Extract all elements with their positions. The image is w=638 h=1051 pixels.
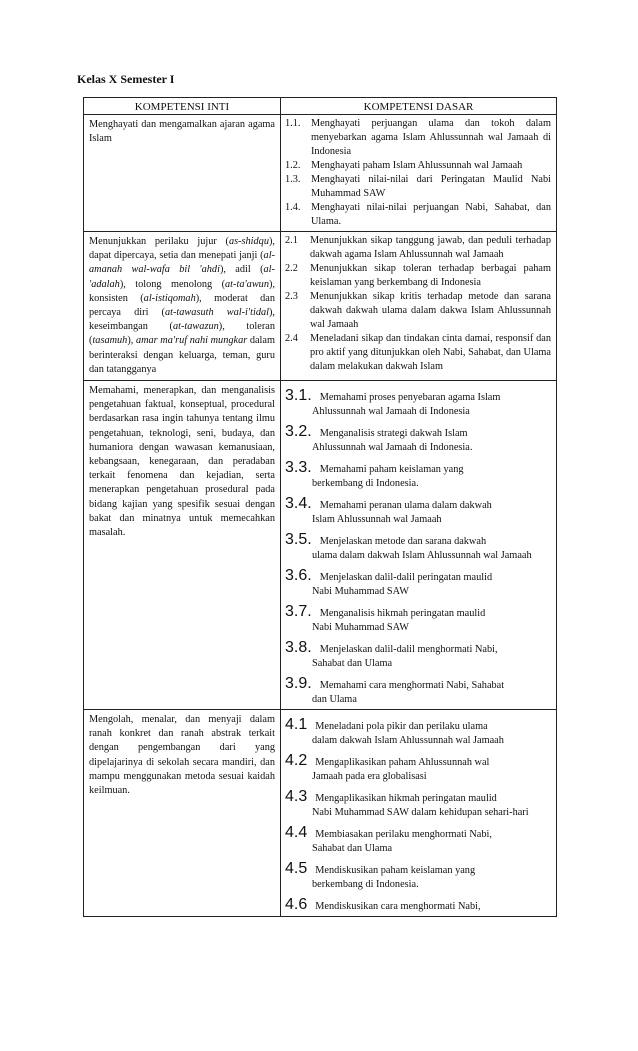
- kd-text-continued: Ahlussunnah wal Jamaah di Indonesia: [312, 406, 470, 418]
- kd-item: [285, 788, 551, 820]
- kd-text: Menjelaskan dalil-dalil peringatan maulid: [319, 572, 493, 584]
- kd-number: 4.2: [285, 752, 308, 770]
- kd-cell: [281, 232, 557, 381]
- kd-text: Meneladani pola pikir dan perilaku ulama: [315, 721, 488, 733]
- kd-text-continued: Ahlussunnah wal Jamaah di Indonesia.: [312, 442, 473, 454]
- kd-text: Menunjukkan sikap kritis terhadap metode dan sarana dakwah dakwah ulama dalam dakwa Islam Ahlussunnah wal Jamaah: [310, 291, 551, 330]
- table-row: [84, 115, 557, 232]
- kd-text: Menunjukkan sikap tanggung jawab, dan peduli terhadap dakwah agama Islam Ahlussunnah wal Jamaah: [310, 235, 551, 260]
- kd-text: Menghayati paham Islam Ahlussunnah wal Jamaah: [311, 160, 523, 171]
- kd-item: [285, 675, 551, 707]
- kd-item: [285, 567, 551, 599]
- header-kompetensi-dasar: KOMPETENSI DASAR: [281, 98, 557, 115]
- ki-text: ), konsisten (: [89, 278, 275, 304]
- kd-text-continued: Jamaah pada era globalisasi: [312, 771, 427, 783]
- ki-cell: Mengolah, menalar, dan menyaji dalam ranah konkret dan ranah abstrak terkait dengan pengembangan dari yang dipelajarinya di sekolah secara mandiri, dan mampu menggunakan metoda sesuai kaidah keilmuan.: [84, 710, 281, 917]
- kd-item: [285, 860, 551, 892]
- ki-text: ),: [127, 335, 136, 347]
- ki-cell: Menghayati dan mengamalkan ajaran agama Islam: [84, 115, 281, 232]
- kd-cell: [281, 710, 557, 917]
- kd-item: [285, 290, 551, 332]
- kd-number: 3.5.: [285, 531, 312, 549]
- kd-item: [285, 173, 551, 201]
- kd-number: 4.5: [285, 860, 308, 878]
- kd-item: [285, 159, 551, 173]
- kd-cell: [281, 381, 557, 710]
- kd-text-continued: ulama dalam dakwah Islam Ahlussunnah wal Jamaah: [312, 550, 532, 562]
- kd-text: Mendiskusikan paham keislaman yang: [315, 865, 476, 877]
- ki-text: Menunjukkan perilaku jujur (: [89, 236, 229, 247]
- kd-text-continued: Sahabat dan Ulama: [312, 843, 393, 855]
- kd-item: [285, 117, 551, 159]
- kd-number: 3.3.: [285, 459, 312, 477]
- kd-item: [285, 234, 551, 262]
- kd-number: 3.7.: [285, 603, 312, 621]
- ki-text: ), adil (: [219, 264, 264, 276]
- kd-text: Menunjukkan sikap toleran terhadap berbagai paham keislaman yang berkembang di Indonesia: [310, 263, 551, 288]
- kd-text-continued: Islam Ahlussunnah wal Jamaah: [312, 514, 442, 526]
- kd-item: [285, 423, 551, 455]
- kd-text: Menjelaskan metode dan sarana dakwah: [319, 536, 487, 548]
- kd-number: 2.1: [285, 235, 298, 246]
- ki-term: amar ma'ruf nahi mungkar: [135, 335, 248, 347]
- kd-text: Menghayati perjuangan ulama dan tokoh dalam menyebarkan agama Islam Ahlussunnah wal Jamaah di Indonesia: [311, 118, 551, 157]
- ki-cell: [84, 232, 281, 381]
- ki-text: ), toleran (: [89, 321, 276, 347]
- kd-number: 3.4.: [285, 495, 312, 513]
- kd-number: 1.2.: [285, 160, 301, 171]
- kd-number: 1.4.: [285, 202, 301, 213]
- kd-text-continued: dan Ulama: [312, 694, 357, 706]
- kd-text: Menganalisis hikmah peringatan maulid: [319, 608, 486, 620]
- kd-text: Memahami proses penyebaran agama Islam: [319, 392, 501, 404]
- kd-item: [285, 896, 551, 914]
- kd-text-continued: berkembang di Indonesia.: [312, 478, 419, 490]
- kd-number: 1.1.: [285, 118, 301, 129]
- kd-item: [285, 639, 551, 671]
- kd-text-continued: berkembang di Indonesia.: [312, 879, 419, 891]
- kd-number: 4.4: [285, 824, 308, 842]
- kd-item: [285, 752, 551, 784]
- ki-term: al-amanah wal-wafa bil 'ahdi: [89, 250, 275, 276]
- kd-number: 2.4: [285, 333, 298, 344]
- ki-text: ), dapat dipercaya, setia dan menepati janji (: [89, 236, 275, 262]
- kd-item: [285, 603, 551, 635]
- ki-term: tasamuh: [92, 335, 128, 347]
- kd-text-continued: Sahabat dan Ulama: [312, 658, 393, 670]
- ki-text: dalam berinteraksi dengan keluarga, teman, guru dan tatangganya: [89, 335, 275, 375]
- kd-item: [285, 824, 551, 856]
- kd-number: 3.2.: [285, 423, 312, 441]
- kd-number: 2.3: [285, 291, 298, 302]
- kd-text: Membiasakan perilaku menghormati Nabi,: [315, 829, 492, 841]
- kd-text: Mengaplikasikan hikmah peringatan maulid: [315, 793, 497, 805]
- kd-number: 3.6.: [285, 567, 312, 585]
- kd-item: [285, 495, 551, 527]
- kd-number: 3.1.: [285, 387, 312, 405]
- kd-item: [285, 332, 551, 374]
- kd-text: Memahami cara menghormati Nabi, Sahabat: [319, 680, 505, 692]
- page-heading: Kelas X Semester I: [77, 72, 175, 86]
- kd-number: 4.1: [285, 716, 308, 734]
- kd-text: Memahami peranan ulama dalam dakwah: [319, 500, 492, 512]
- kd-text-continued: Nabi Muhammad SAW: [312, 622, 409, 634]
- kd-number: 3.8.: [285, 639, 312, 657]
- table-header-row: [84, 98, 557, 115]
- kd-text: Menganalisis strategi dakwah Islam: [319, 428, 468, 440]
- kd-item: [285, 531, 551, 563]
- kd-text-continued: dalam dakwah Islam Ahlussunnah wal Jamaah: [312, 735, 504, 747]
- kd-item: [285, 387, 551, 419]
- kd-item: [285, 262, 551, 290]
- ki-text: ), keseimbangan (: [89, 307, 275, 333]
- ki-text: ), moderat dan percaya diri (: [89, 292, 275, 319]
- ki-text: ), tolong menolong (: [119, 278, 226, 290]
- kd-text: Menghayati nilai-nilai dari Peringatan Maulid Nabi Muhammad SAW: [311, 174, 551, 199]
- ki-term: al-istiqomah: [143, 292, 196, 304]
- table-row: [84, 710, 557, 917]
- kd-number: 2.2: [285, 263, 298, 274]
- kd-text: Memahami paham keislaman yang: [319, 464, 464, 476]
- table-row: [84, 232, 557, 381]
- kd-number: 4.3: [285, 788, 308, 806]
- kd-number: 4.6: [285, 896, 308, 914]
- kd-text-continued: Nabi Muhammad SAW dalam kehidupan sehari-hari: [312, 807, 529, 819]
- kd-text-continued: Nabi Muhammad SAW: [312, 586, 409, 598]
- ki-term: as-shidqu: [228, 236, 269, 247]
- kompetensi-table: [83, 97, 557, 917]
- kd-cell: [281, 115, 557, 232]
- ki-term: al-'adalah: [89, 264, 275, 290]
- kd-text: Menjelaskan dalil-dalil menghormati Nabi,: [319, 644, 498, 656]
- kd-text: Mengaplikasikan paham Ahlussunnah wal: [315, 757, 490, 769]
- ki-term: at-tawasuth wal-i'tidal: [164, 307, 269, 319]
- kd-number: 3.9.: [285, 675, 312, 693]
- table-row: [84, 381, 557, 710]
- kd-text: Meneladani sikap dan tindakan cinta damai, responsif dan pro aktif yang ditunjukkan oleh Nabi, Sahabat, dan Ulama dalam melakukan dakwah Islam: [310, 333, 551, 372]
- ki-cell: Memahami, menerapkan, dan menganalisis pengetahuan faktual, konseptual, procedural berdasarkan rasa ingin tahunya tentang ilmu pengetahuan, teknologi, seni, budaya, dan humaniora dengan wawasan kemanusiaan, kebangsaan, kenegaraan, dan peradaban terkait fenomena dan kejadian, serta menerapkan pengetahuan prosedural pada bidang kajian yang spesifik sesuai dengan bakat dan minatnya untuk memecahkan masalah.: [84, 381, 281, 710]
- ki-term: at-tawazun: [172, 321, 219, 333]
- kd-item: [285, 459, 551, 491]
- ki-term: at-ta'awun: [225, 278, 269, 290]
- kd-item: [285, 201, 551, 229]
- kd-text: Menghayati nilai-nilai perjuangan Nabi, Sahabat, dan Ulama.: [311, 202, 551, 227]
- header-kompetensi-inti: KOMPETENSI INTI: [84, 98, 281, 115]
- kd-text: Mendiskusikan cara menghormati Nabi,: [315, 901, 481, 913]
- kd-item: [285, 716, 551, 748]
- kd-number: 1.3.: [285, 174, 301, 185]
